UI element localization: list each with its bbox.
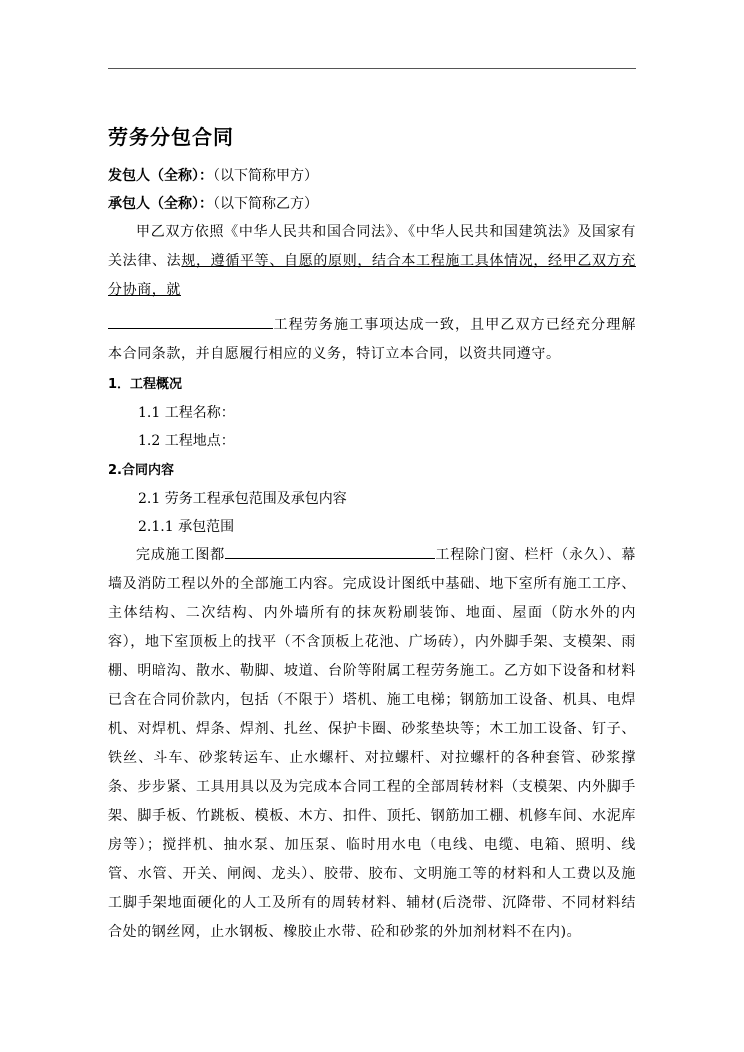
scope-blank: [225, 542, 435, 559]
item-2-1-1: 2.1.1 承包范围: [138, 519, 235, 535]
employer-line: [108, 162, 636, 190]
section-2-heading: 2.合同内容: [108, 463, 174, 478]
intro-paragraph: [108, 218, 636, 305]
scope-prefix: 完成施工图都: [136, 547, 226, 563]
item-project-location: 1.2 工程地点：: [138, 433, 235, 449]
item-2-1: 2.1 劳务工程承包范围及承包内容: [138, 491, 347, 507]
contract-title: 劳务分包合同: [108, 125, 234, 149]
section-1-heading: 1．工程概况: [108, 377, 183, 392]
project-name-blank: [108, 312, 273, 329]
employer-note: （以下简称甲方）: [213, 168, 318, 184]
contractor-label: 承包人（全称）：: [108, 196, 213, 212]
header-rule: [108, 68, 636, 69]
item-project-name: 1.1 工程名称：: [138, 405, 235, 421]
contract-body: [108, 122, 636, 947]
scope-paragraph: [108, 541, 636, 947]
intro2-text: 工程劳务施工事项达成一致，且甲乙双方已经充分理解本合同条款，并自愿履行相应的义务，特订立本合同，以资共同遵守。: [108, 317, 636, 362]
employer-label: 发包人（全称）：: [108, 168, 213, 184]
intro-text: 甲乙双方依照《中华人民共和国合同法》、《中华人民共和国建筑法》及国家有关法律、法: [108, 224, 636, 269]
contractor-note: （以下简称乙方）: [213, 196, 318, 212]
scope-body: 工程除门窗、栏杆（永久）、幕墙及消防工程以外的全部施工内容。完成设计图纸中基础、地下室所有施工工序、主体结构、二次结构、内外墙所有的抹灰粉刷装饰、地面、屋面（防水外的内容），地下室顶板上的找平（不含顶板上花池、广场砖），内外脚手架、支模架、雨棚、明暗沟、散水、勒脚、坡道、台阶等附属工程劳务施工。乙方如下设备和材料已含在合同价款内，包括（不限于）塔机、施工电梯；钢筋加工设备、机具、电焊机、对焊机、焊条、焊剂、扎丝、保护卡圈、砂浆垫块等；木工加工设备、钉子、铁丝、斗车、砂浆转运车、止水螺杆、对拉螺杆、对拉螺杆的各种套管、砂浆撑条、步步紧、工具用具以及为完成本合同工程的全部周转材料（支模架、内外脚手架、脚手板、竹跳板、模板、木方、扣件、顶托、钢筋加工棚、机修车间、水泥库房等）；搅拌机、抽水泵、加压泵、临时用水电（电线、电缆、电箱、照明、线管、水管、开关、闸阀、龙头）、胶带、胶布、文明施工等的材料和人工费以及施工脚手架地面硬化的人工及所有的周转材料、辅材(后浇带、沉降带、不同材料结合处的钢丝网，止水钢板、橡胶止水带、砼和砂浆的外加剂材料不在内)。: [108, 547, 636, 940]
contractor-line: [108, 190, 636, 218]
intro-paragraph-2: [108, 311, 636, 369]
intro-underlined-text: 规，遵循平等、自愿的原则，结合本工程施工具体情况，经甲乙双方充分协商，就: [108, 253, 636, 298]
